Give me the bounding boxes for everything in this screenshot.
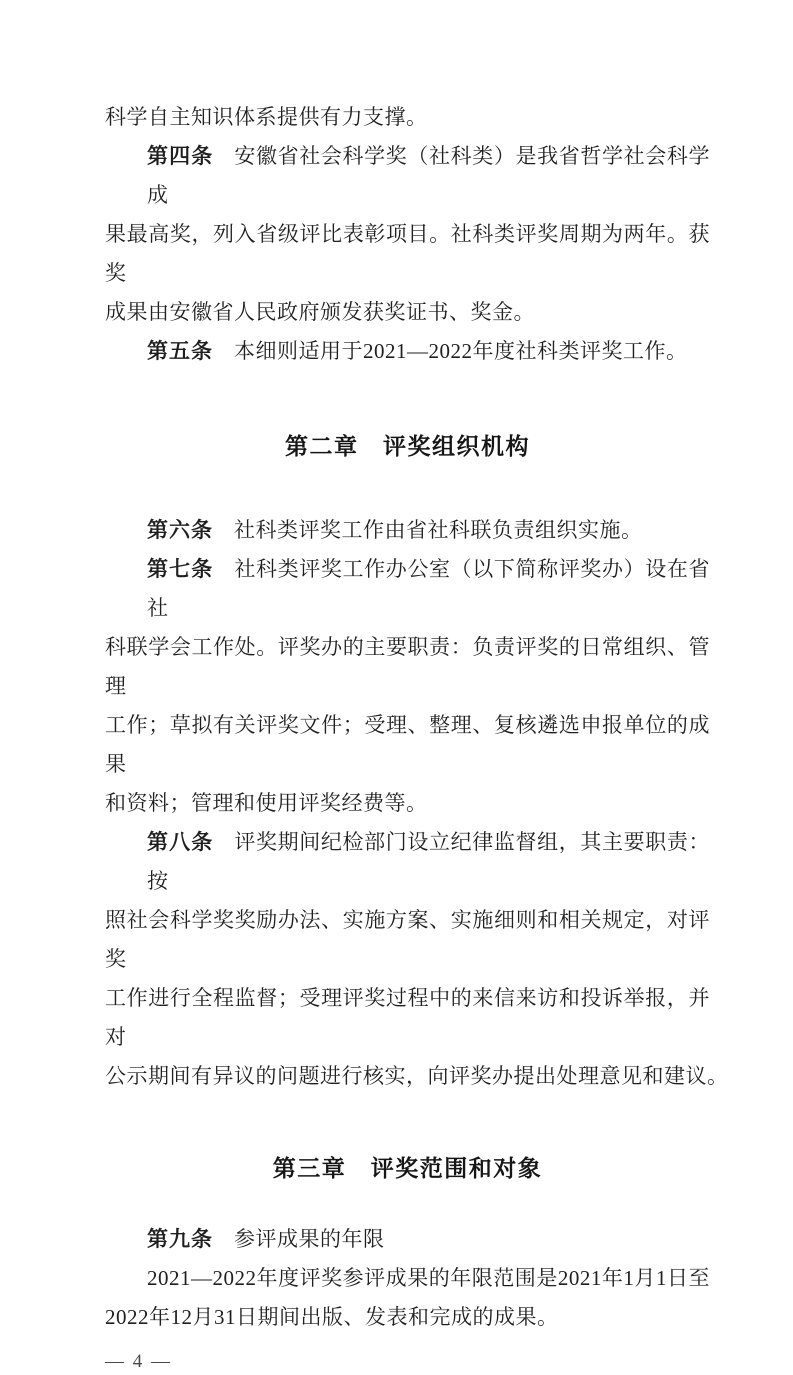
body-text: 科学自主知识体系提供有力支撑。 — [105, 105, 428, 129]
paragraph-line — [105, 332, 710, 371]
paragraph-line — [105, 215, 710, 293]
body-text: 科联学会工作处。评奖办的主要职责：负责评奖的日常组织、管理 — [105, 635, 710, 698]
body-text: 参评成果的年限 — [234, 1227, 385, 1251]
article-number: 第四条 — [147, 145, 214, 168]
body-text: 果最高奖，列入省级评比表彰项目。社科类评奖周期为两年。获奖 — [105, 222, 710, 285]
body-text: 安徽省社会科学奖（社科类）是我省哲学社会科学成 — [147, 144, 710, 207]
paragraph-line — [105, 823, 710, 901]
document-body — [105, 98, 729, 1375]
paragraph-line — [105, 98, 710, 137]
body-text: 社科类评奖工作由省社科联负责组织实施。 — [234, 518, 643, 542]
article-number: 第七条 — [147, 558, 214, 581]
paragraph-line — [105, 511, 710, 550]
paragraph-line — [105, 979, 710, 1057]
paragraph-line — [105, 706, 710, 784]
paragraph-line — [105, 1220, 710, 1259]
body-text: 2021—2022年度评奖参评成果的年限范围是2021年1月1日至 — [147, 1266, 710, 1290]
article-number: 第九条 — [147, 1228, 213, 1251]
paragraph-line — [105, 901, 710, 979]
paragraph-line — [105, 1057, 729, 1096]
paragraph-line — [105, 293, 710, 332]
article-number: 第六条 — [147, 519, 213, 542]
article-number: 第五条 — [147, 340, 213, 363]
body-text: 工作进行全程监督；受理评奖过程中的来信来访和投诉举报，并对 — [105, 986, 710, 1049]
body-text: 成果由安徽省人民政府颁发获奖证书、奖金。 — [105, 300, 535, 324]
chapter-heading: 第二章 评奖组织机构 — [285, 433, 530, 459]
body-text: 照社会科学奖奖励办法、实施方案、实施细则和相关规定，对评奖 — [105, 908, 710, 971]
body-text: 本细则适用于2021—2022年度社科类评奖工作。 — [234, 339, 688, 363]
page-number: — 4 — — [105, 1351, 172, 1372]
paragraph-line — [105, 550, 710, 628]
paragraph-line — [105, 137, 710, 215]
body-text: 和资料；管理和使用评奖经费等。 — [105, 791, 428, 815]
chapter-heading: 第三章 评奖范围和对象 — [272, 1155, 543, 1181]
paragraph-line — [105, 1259, 710, 1298]
paragraph-line — [105, 628, 710, 706]
paragraph-line — [105, 1298, 710, 1337]
body-text: 评奖期间纪检部门设立纪律监督组，其主要职责：按 — [147, 830, 710, 893]
body-text: 社科类评奖工作办公室（以下简称评奖办）设在省社 — [147, 557, 710, 620]
body-text: 2022年12月31日期间出版、发表和完成的成果。 — [105, 1305, 559, 1329]
article-number: 第八条 — [147, 831, 214, 854]
body-text: 公示期间有异议的问题进行核实，向评奖办提出处理意见和建议。 — [105, 1064, 729, 1088]
body-text: 工作；草拟有关评奖文件；受理、整理、复核遴选申报单位的成果 — [105, 713, 710, 776]
paragraph-line — [105, 784, 710, 823]
